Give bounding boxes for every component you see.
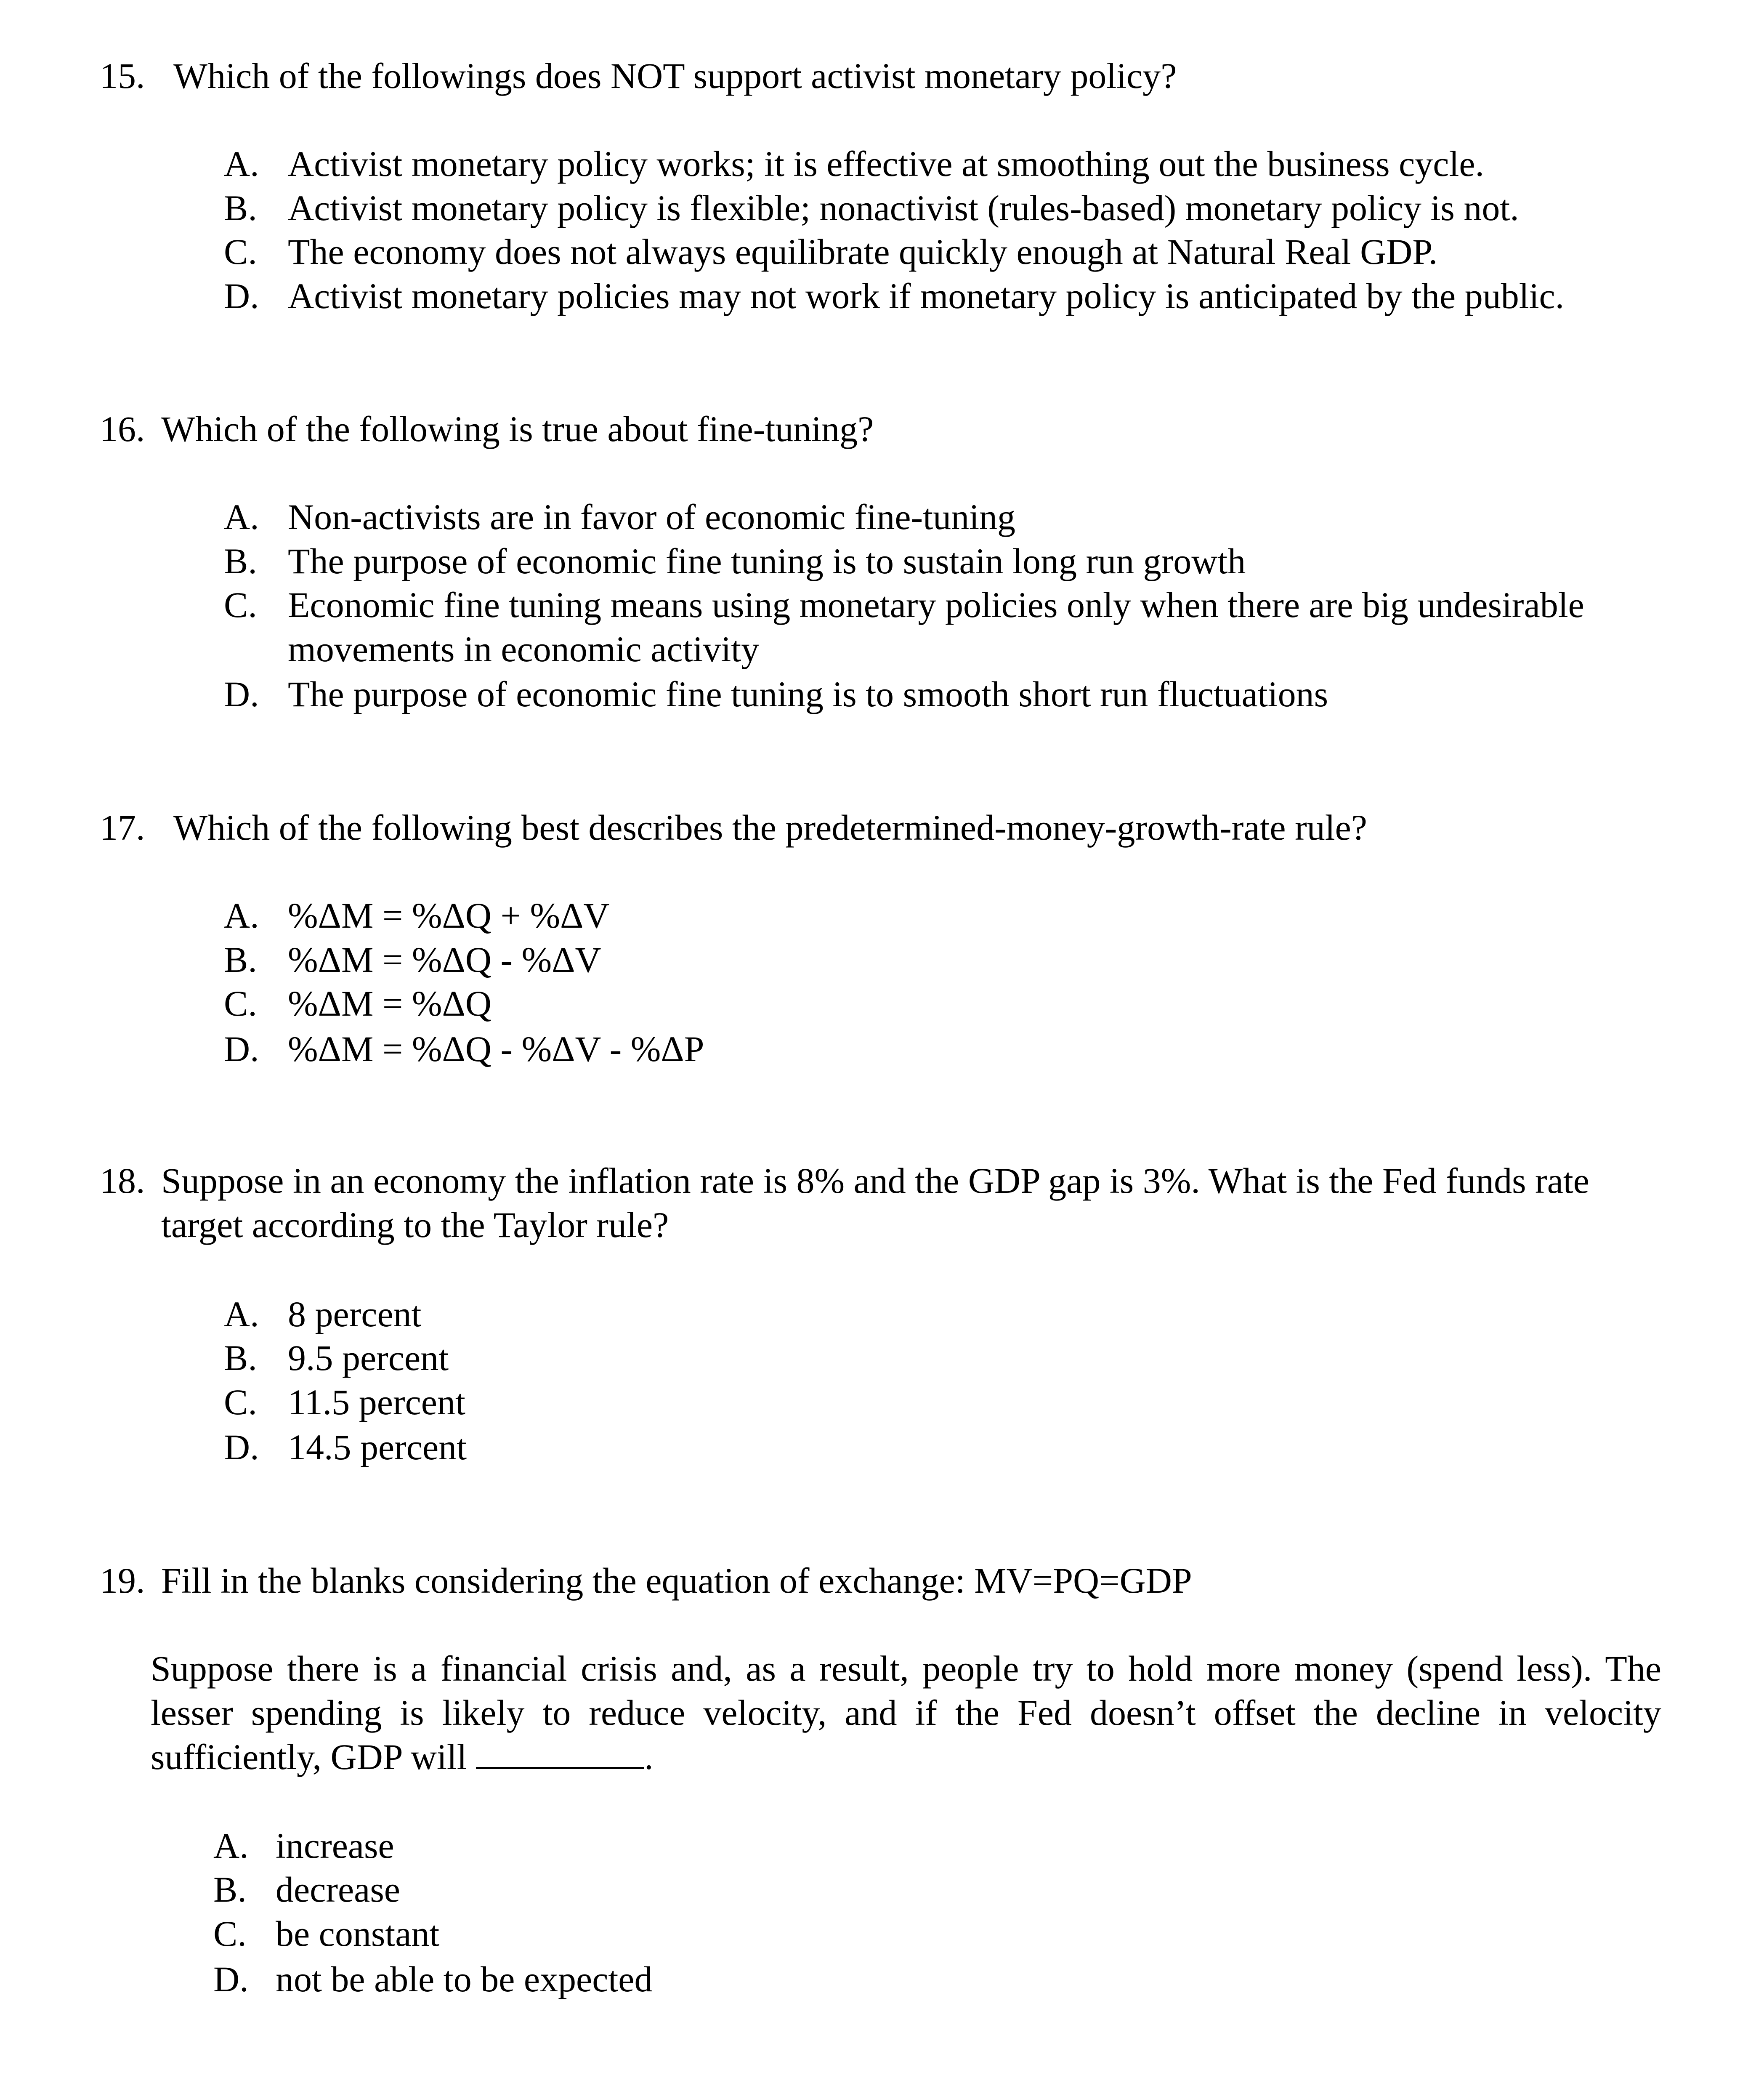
option-text: be constant [276, 1913, 440, 1954]
option-text: %ΔM = %ΔQ [288, 983, 491, 1024]
question-number: 15. [100, 56, 145, 96]
question-number: 18. [100, 1160, 145, 1201]
option-text: 11.5 percent [288, 1382, 465, 1422]
option-text: 8 percent [288, 1294, 422, 1334]
option-text: 9.5 percent [288, 1338, 449, 1378]
option-text: Economic fine tuning means using monetary policies only when there are big undesirable movements in economic activity [288, 585, 1584, 669]
option-text: The economy does not always equilibrate quickly enough at Natural Real GDP. [288, 231, 1438, 272]
option-text: Activist monetary policy is flexible; nonactivist (rules-based) monetary policy is not. [288, 188, 1519, 228]
option-text: decrease [276, 1869, 400, 1910]
paragraph-end: . [644, 1737, 654, 1777]
option-letter: A. [224, 144, 259, 184]
option-text: %ΔM = %ΔQ - %ΔV [288, 939, 601, 980]
question-text: Which of the followings does NOT support activist monetary policy? [173, 56, 1177, 96]
fill-in-blank [476, 1737, 644, 1769]
option-letter: A. [224, 1294, 259, 1334]
option-letter: D. [224, 1029, 259, 1069]
paragraph-text: Suppose there is a financial crisis and, as a result, people try to hold more money (spend less). The lesser spending is likely to reduce velocity, and if the Fed doesn’t offset the decline in velocity sufficiently, GDP will [151, 1648, 1661, 1777]
option-text: Activist monetary policies may not work if monetary policy is anticipated by the public. [288, 276, 1565, 316]
option-letter: C. [224, 585, 257, 625]
option-letter: B. [224, 188, 257, 228]
option-text: increase [276, 1825, 394, 1866]
question-text: Which of the following is true about fine-tuning? [161, 409, 874, 449]
option-letter: D. [213, 1959, 249, 1999]
option-text: not be able to be expected [276, 1959, 653, 1999]
option-letter: B. [224, 541, 257, 581]
option-text: %ΔM = %ΔQ - %ΔV - %ΔP [288, 1029, 704, 1069]
option-letter: D. [224, 1427, 259, 1467]
option-text: 14.5 percent [288, 1427, 467, 1467]
option-text: The purpose of economic fine tuning is to sustain long run growth [288, 541, 1246, 581]
option-letter: B. [224, 939, 257, 980]
option-letter: C. [224, 1382, 257, 1422]
option-letter: C. [224, 231, 257, 272]
option-text: %ΔM = %ΔQ + %ΔV [288, 895, 610, 936]
option-letter: A. [224, 497, 259, 537]
option-letter: B. [213, 1869, 247, 1910]
question-number: 17. [100, 807, 145, 848]
option-text: Activist monetary policy works; it is effective at smoothing out the business cycle. [288, 144, 1485, 184]
option-letter: C. [213, 1913, 247, 1954]
option-letter: A. [213, 1825, 249, 1866]
question-number: 16. [100, 409, 145, 449]
option-letter: D. [224, 276, 259, 316]
option-letter: D. [224, 674, 259, 714]
question-text: Suppose in an economy the inflation rate is 8% and the GDP gap is 3%. What is the Fed funds rate target according to the Taylor rule? [161, 1160, 1589, 1245]
question-number: 19. [100, 1560, 145, 1601]
option-text: Non-activists are in favor of economic fine-tuning [288, 497, 1015, 537]
question-text: Fill in the blanks considering the equation of exchange: MV=PQ=GDP [161, 1560, 1192, 1601]
option-letter: A. [224, 895, 259, 936]
option-letter: B. [224, 1338, 257, 1378]
option-text: The purpose of economic fine tuning is to smooth short run fluctuations [288, 674, 1328, 714]
question-text: Which of the following best describes the predetermined-money-growth-rate rule? [173, 807, 1367, 848]
question-paragraph [151, 1647, 1661, 1779]
option-letter: C. [224, 983, 257, 1024]
